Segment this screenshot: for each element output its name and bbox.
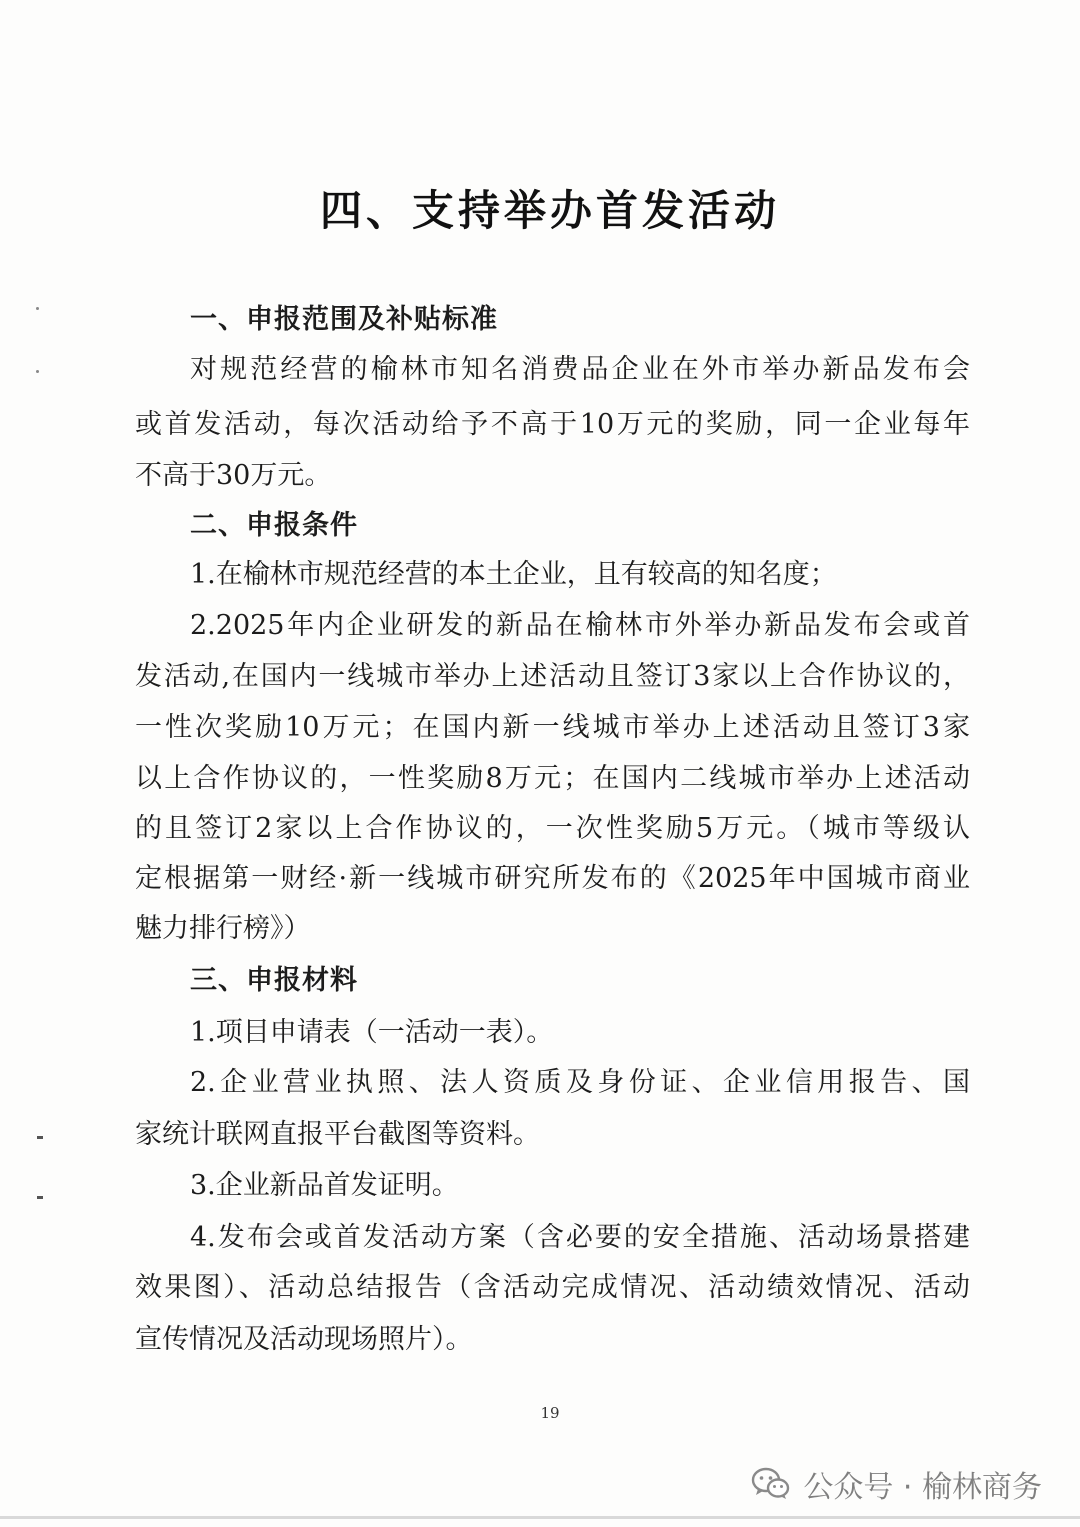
text-line: 以上合作协议的，一性奖励8万元；在国内二线城市举办上述活动: [135, 763, 970, 794]
text-line: 宣传情况及活动现场照片）。: [135, 1324, 473, 1355]
text-line: 家统计联网直报平台截图等资料。: [135, 1119, 540, 1150]
scan-speck: [36, 307, 39, 310]
scan-speck: [36, 370, 39, 373]
text-line: 2.企业营业执照、法人资质及身份证、企业信用报告、国: [190, 1067, 970, 1098]
text-line: 不高于30万元。: [135, 460, 332, 491]
watermark-text: 公众号 · 榆林商务: [803, 1470, 1042, 1505]
document-title: 四、支持举办首发活动: [319, 186, 780, 235]
watermark: [751, 1462, 1042, 1506]
section-heading: 一、申报范围及补贴标准: [190, 304, 498, 335]
text-line: 1.在榆林市规范经营的本土企业，且有较高的知名度；: [190, 559, 837, 590]
text-line: 2.2025年内企业研发的新品在榆林市外举办新品发布会或首: [190, 610, 970, 641]
text-line: 3.企业新品首发证明。: [190, 1170, 459, 1201]
text-line: 1.项目申请表（一活动一表）。: [190, 1017, 554, 1048]
text-line: 效果图）、活动总结报告（含活动完成情况、活动绩效情况、活动: [135, 1272, 970, 1303]
text-line: 一性次奖励10万元；在国内新一线城市举办上述活动且签订3家: [135, 712, 970, 743]
text-line: 或首发活动，每次活动给予不高于10万元的奖励，同一企业每年: [135, 409, 970, 440]
section-heading: 二、申报条件: [190, 510, 358, 541]
text-line: 对规范经营的榆林市知名消费品企业在外市举办新品发布会: [190, 354, 970, 385]
wechat-icon: [751, 1467, 791, 1501]
page-number: 19: [540, 1404, 560, 1422]
binding-mark: [37, 1196, 43, 1199]
text-line: 定根据第一财经·新一线城市研究所发布的《2025年中国城市商业: [135, 863, 970, 894]
text-line: 发活动,在国内一线城市举办上述活动且签订3家以上合作协议的，: [135, 661, 970, 692]
text-line: 魅力排行榜》）: [135, 913, 311, 944]
text-line: 的且签订2家以上合作协议的，一次性奖励5万元。（城市等级认: [135, 813, 970, 844]
bottom-rule: [0, 1516, 1080, 1519]
binding-mark: [37, 1136, 43, 1139]
text-line: 4.发布会或首发活动方案（含必要的安全措施、活动场景搭建: [190, 1222, 970, 1253]
section-heading: 三、申报材料: [190, 965, 358, 996]
